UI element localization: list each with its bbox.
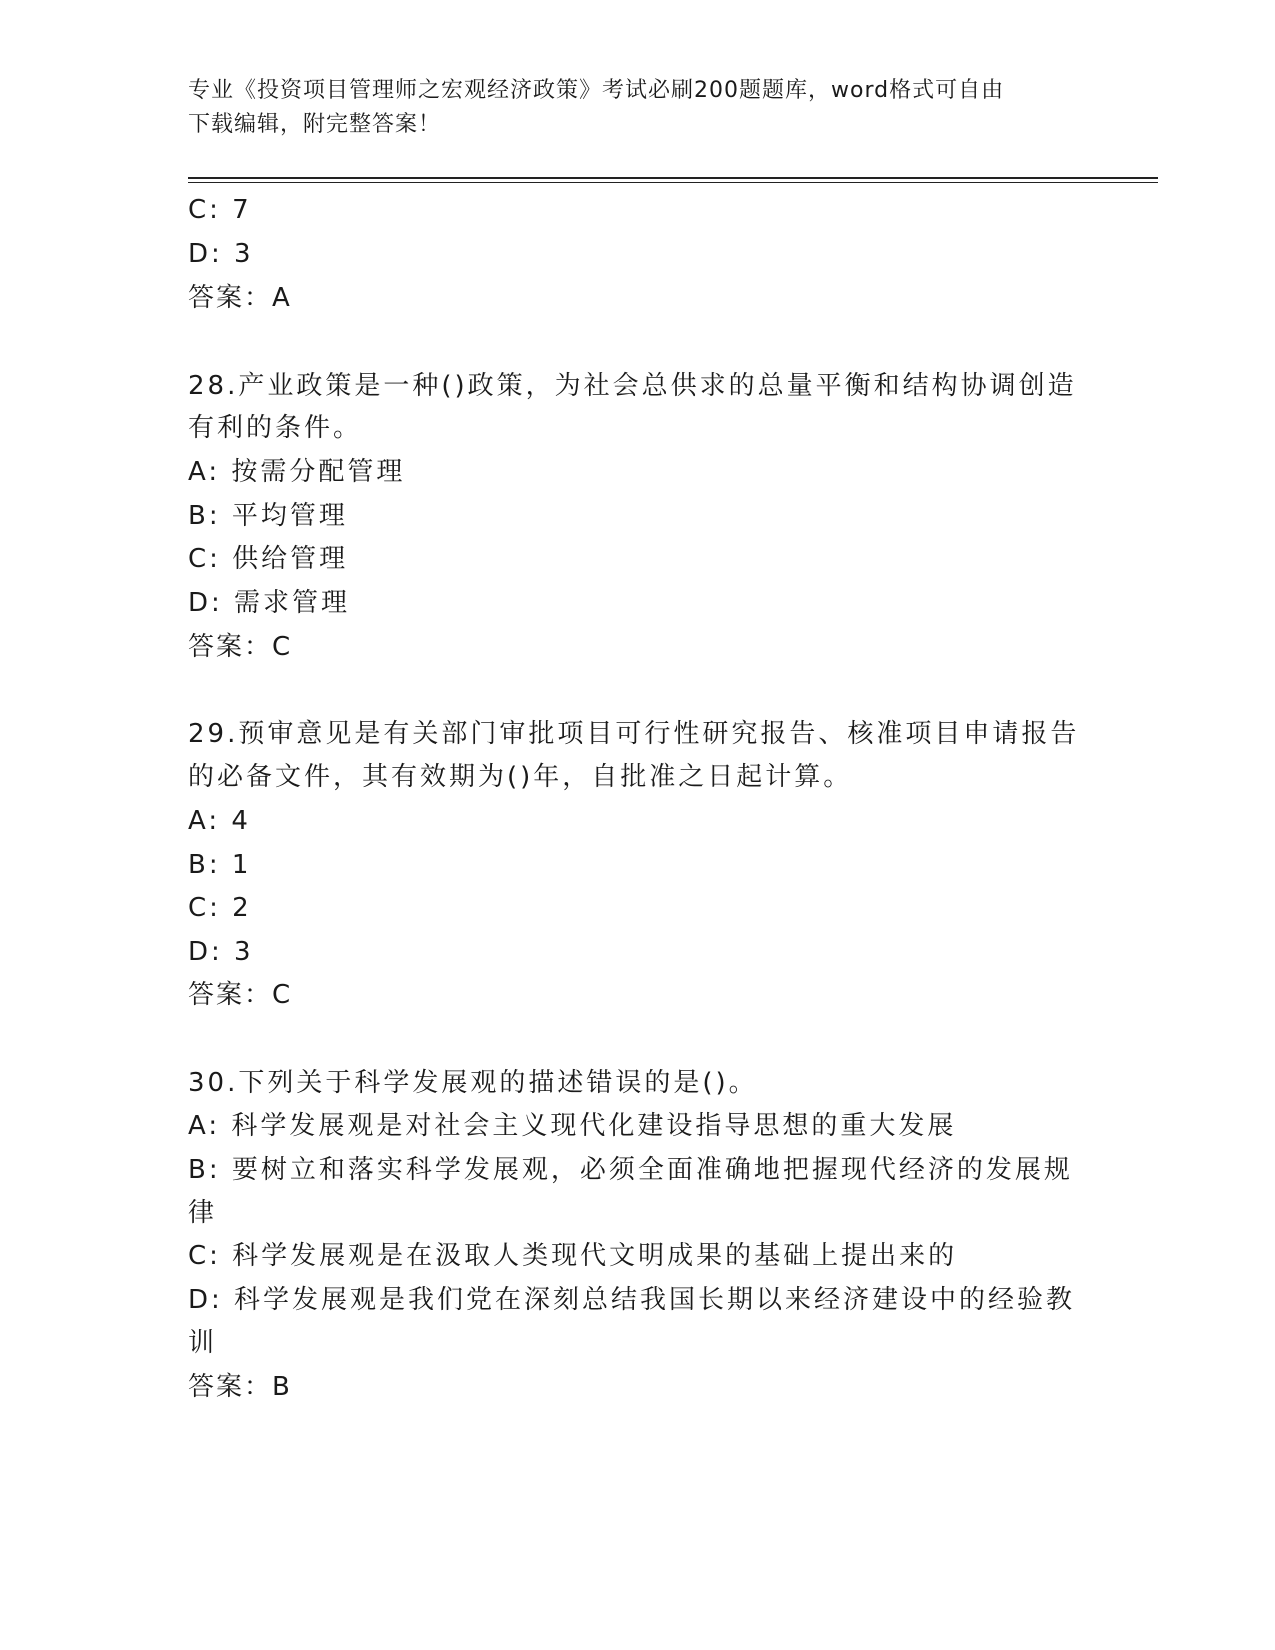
- q29-option-b: B: 1: [188, 850, 252, 880]
- q30-option-a: A: 科学发展观是对社会主义现代化建设指导思想的重大发展: [188, 1111, 957, 1141]
- header-rule-thin: [188, 182, 1158, 183]
- header-line-1: 专业《投资项目管理师之宏观经济政策》考试必刷200题题库，word格式可自由: [188, 78, 1005, 103]
- q28-option-a: A: 按需分配管理: [188, 457, 406, 487]
- q29-option-d: D: 3: [188, 937, 254, 967]
- q29-option-c: C: 2: [188, 893, 252, 923]
- document-header: [188, 74, 1088, 142]
- q28-answer: 答案：C: [188, 632, 293, 662]
- prev-option-c: C: 7: [188, 195, 252, 225]
- q30-option-b-line-1: B: 要树立和落实科学发展观，必须全面准确地把握现代经济的发展规: [188, 1155, 1073, 1185]
- q30-option-d-line-1: D: 科学发展观是我们党在深刻总结我国长期以来经济建设中的经验教: [188, 1285, 1076, 1315]
- q28-option-d: D: 需求管理: [188, 588, 351, 618]
- q28-stem-line-1: 28.产业政策是一种()政策，为社会总供求的总量平衡和结构协调创造: [188, 371, 1077, 401]
- q29-stem-line-1: 29.预审意见是有关部门审批项目可行性研究报告、核准项目申请报告: [188, 719, 1080, 749]
- q30-option-c: C: 科学发展观是在汲取人类现代文明成果的基础上提出来的: [188, 1241, 958, 1271]
- q28-option-c: C: 供给管理: [188, 544, 349, 574]
- q29-option-a: A: 4: [188, 806, 251, 836]
- q28-option-b: B: 平均管理: [188, 501, 348, 531]
- prev-option-d: D: 3: [188, 239, 254, 269]
- q29-answer: 答案：C: [188, 980, 293, 1010]
- prev-answer: 答案：A: [188, 283, 292, 313]
- q30-answer: 答案：B: [188, 1372, 292, 1402]
- q30-stem-line-1: 30.下列关于科学发展观的描述错误的是()。: [188, 1068, 758, 1098]
- header-line-2: 下载编辑，附完整答案！: [188, 112, 442, 137]
- q30-option-b-line-2: 律: [188, 1198, 218, 1228]
- q29-stem-line-2: 的必备文件，其有效期为()年，自批准之日起计算。: [188, 762, 853, 792]
- header-rule-thick: [188, 177, 1158, 179]
- q30-option-d-line-2: 训: [188, 1328, 218, 1358]
- q28-stem-line-2: 有利的条件。: [188, 413, 363, 443]
